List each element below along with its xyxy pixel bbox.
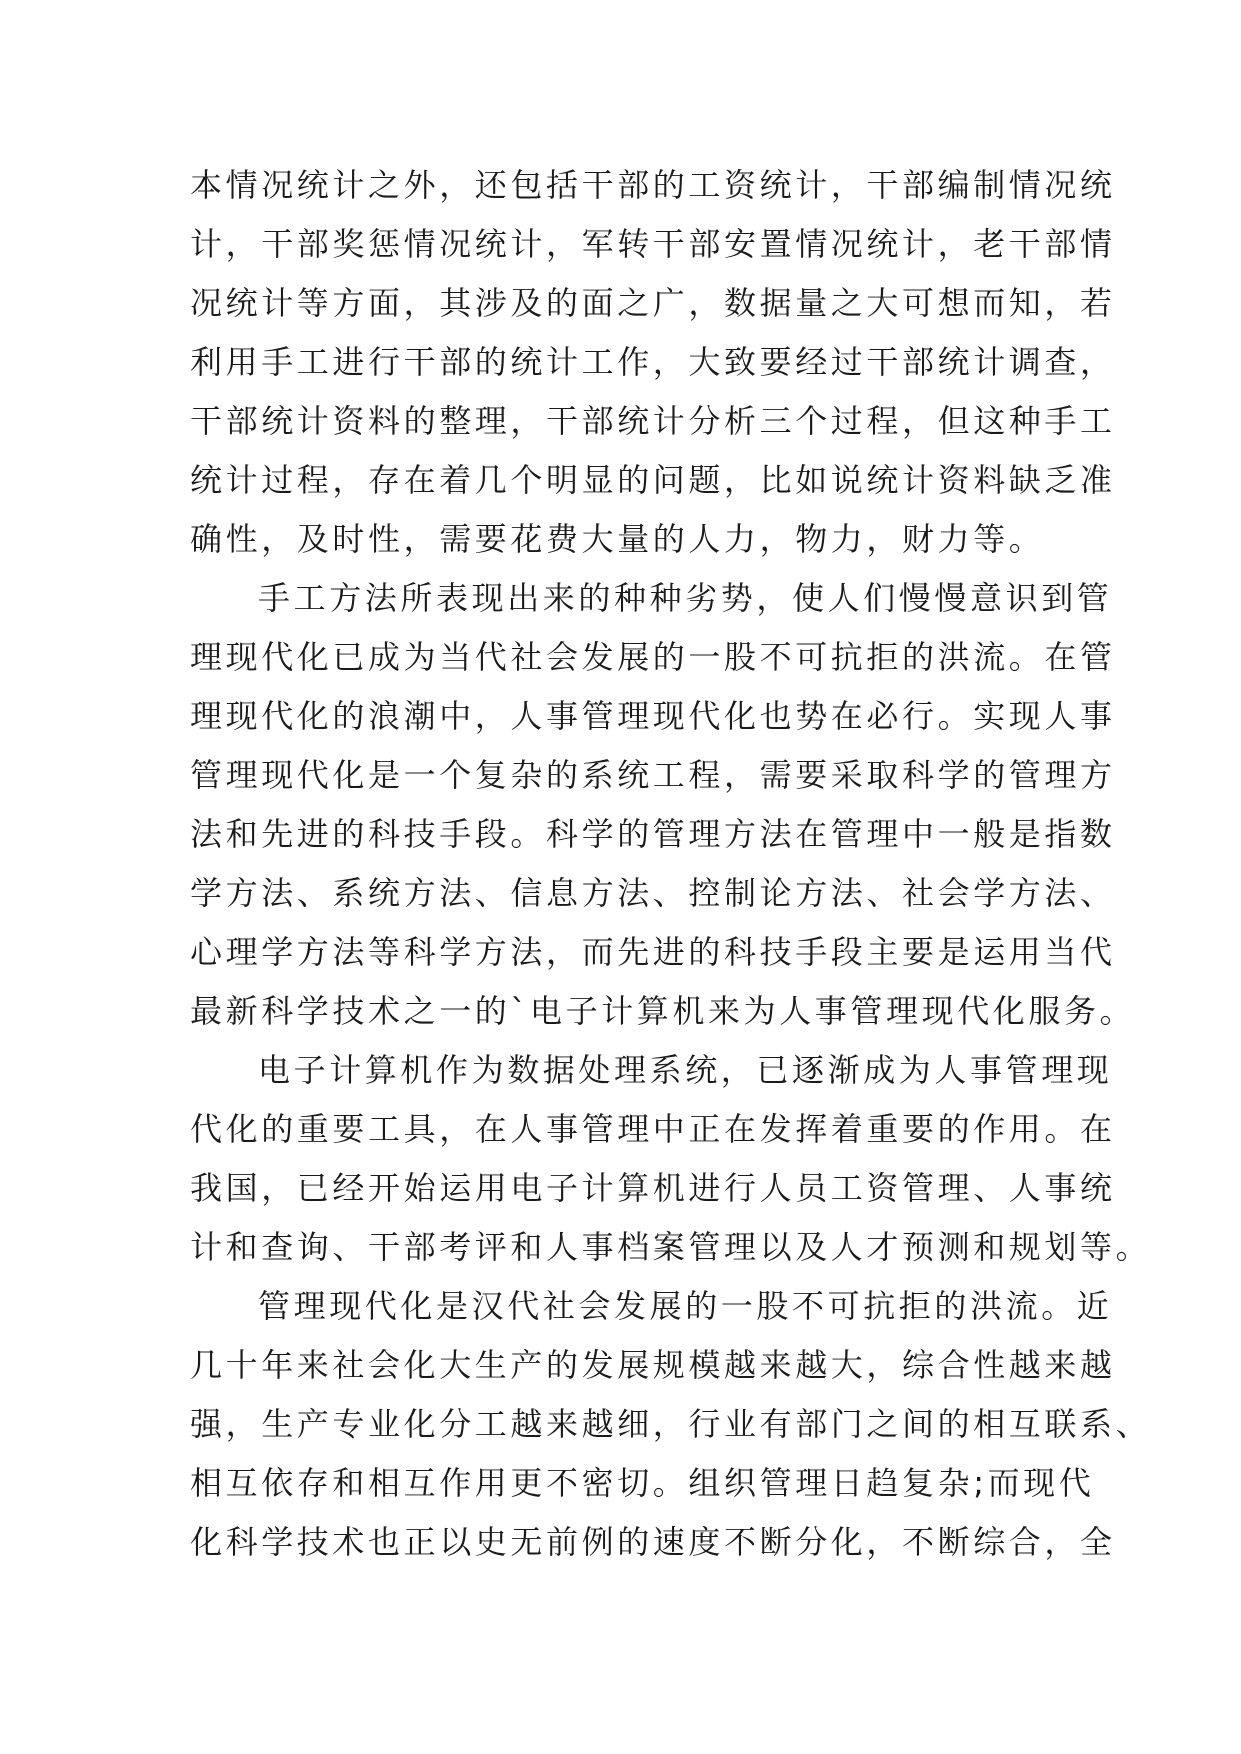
text-line: 我国，已经开始运用电子计算机进行人员工资管理、人事统 (190, 1169, 1116, 1207)
text-line: 管理现代化是一个复杂的系统工程，需要采取科学的管理方 (190, 756, 1116, 794)
paragraph-1 (190, 156, 1116, 569)
text-line: 代化的重要工具，在人事管理中正在发挥着重要的作用。在 (190, 1110, 1116, 1148)
text-line: 计，干部奖惩情况统计，军转干部安置情况统计，老干部情 (190, 225, 1116, 263)
text-line: 法和先进的科技手段。科学的管理方法在管理中一般是指数 (190, 815, 1116, 853)
text-line: 理现代化的浪潮中，人事管理现代化也势在必行。实现人事 (190, 697, 1116, 735)
text-line: 计和查询、干部考评和人事档案管理以及人才预测和规划等。 (190, 1228, 1152, 1266)
text-line: 干部统计资料的整理，干部统计分析三个过程，但这种手工 (190, 402, 1116, 440)
text-line: 学方法、系统方法、信息方法、控制论方法、社会学方法、 (190, 874, 1116, 912)
text-line: 电子计算机作为数据处理系统，已逐渐成为人事管理现 (258, 1051, 1113, 1089)
text-line: 本情况统计之外，还包括干部的工资统计，干部编制情况统 (190, 166, 1116, 204)
paragraph-3 (190, 1041, 1152, 1277)
text-line: 强，生产专业化分工越来越细，行业有部门之间的相互联系、 (190, 1405, 1152, 1443)
text-line: 化科学技术也正以史无前例的速度不断分化，不断综合，全 (190, 1523, 1116, 1561)
text-line: 相互依存和相互作用更不密切。组织管理日趋复杂;而现代 (190, 1464, 1095, 1502)
text-line: 管理现代化是汉代社会发展的一股不可抗拒的洪流。近 (258, 1287, 1113, 1325)
text-line: 手工方法所表现出来的种种劣势，使人们慢慢意识到管 (258, 579, 1113, 617)
text-line: 统计过程，存在着几个明显的问题，比如说统计资料缺乏准 (190, 461, 1116, 499)
text-line: 最新科学技术之一的`电子计算机来为人事管理现代化服务。 (190, 992, 1136, 1030)
text-line: 利用手工进行干部的统计工作，大致要经过干部统计调查， (190, 343, 1116, 381)
text-line: 况统计等方面，其涉及的面之广，数据量之大可想而知，若 (190, 284, 1116, 322)
paragraph-4 (190, 1277, 1152, 1572)
text-line: 心理学方法等科学方法，而先进的科技手段主要是运用当代 (190, 933, 1116, 971)
text-line: 几十年来社会化大生产的发展规模越来越大，综合性越来越 (190, 1346, 1116, 1384)
text-line: 确性，及时性，需要花费大量的人力，物力，财力等。 (190, 520, 1045, 558)
text-line: 理现代化已成为当代社会发展的一股不可抗拒的洪流。在管 (190, 638, 1116, 676)
body-text (190, 156, 1152, 1572)
paragraph-2 (190, 569, 1136, 1041)
